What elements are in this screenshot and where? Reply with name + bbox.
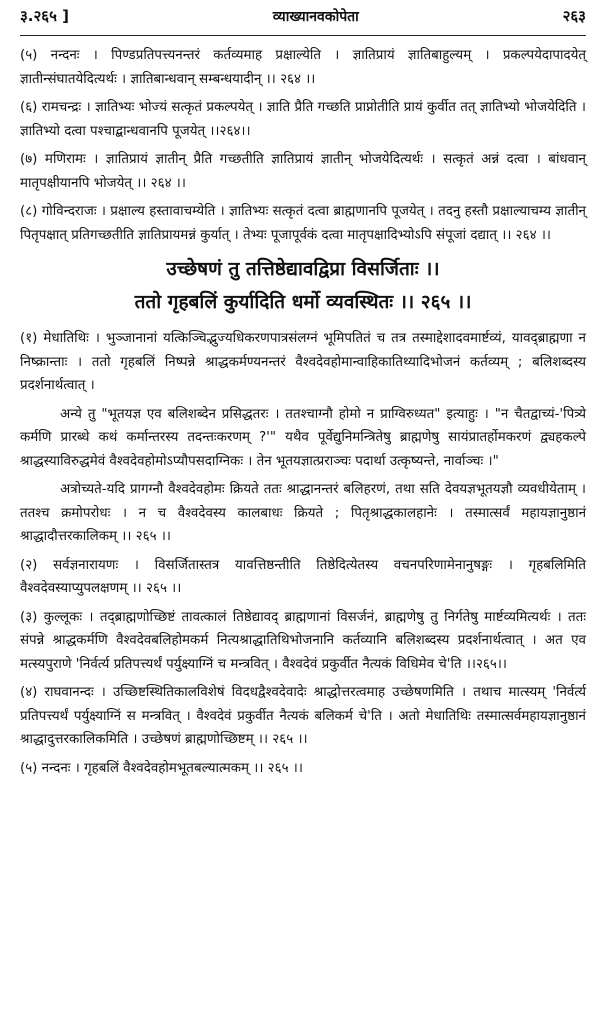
page-header	[20, 6, 586, 32]
commentary-medhatithi-265: (१) मेधातिथिः । भुञ्जानानां यत्किञ्चिद्भुज्यधिकरणपात्रसंलग्नं भूमिपतितं च तत्र तस्माद्देशादवमार्ष्टव्यं, यावद्ब्राह्मणा न निष्क्रान्ताः । ततो गृहबलिं निष्पन्ने श्राद्धकर्मण्यनन्तरं वैश्वदेवहोमान्वाहिकातिथ्यादिभोजनं कर्तव्यम् ; बलिशब्दस्य प्रदर्शनार्थत्वात् ।	[20, 331, 586, 393]
commentary-sarvajnanarayana-265: (२) सर्वज्ञनारायणः । विसर्जितास्तत्र यावत्तिष्ठन्तीति तिष्ठेदित्येतस्य वचनपरिणामेनानुषङ्गः । गृहबलिमिति वैश्वदेवस्याप्युपलक्षणम् ।। २६५ ।।	[20, 557, 586, 596]
verse-line-2: ततो गृहबलिं कुर्यादिति धर्मो व्यवस्थितः ।। २६५ ।।	[134, 291, 472, 313]
verse-265	[20, 253, 586, 319]
verse-line-1: उच्छेषणं तु तत्तिष्ठेद्यावद्विप्रा विसर्जिताः ।।	[166, 258, 440, 280]
header-title: व्याख्यानवकोपेता	[272, 9, 359, 25]
commentary-kulluka-265: (३) कुल्लूकः । तद्ब्राह्मणोच्छिष्टं तावत्कालं तिष्ठेद्यावद् ब्राह्मणानां विसर्जनं, ब्राह्मणेषु तु निर्गतेषु मार्ष्टव्यमित्यर्थः । ततः संपन्ने श्राद्धकर्मणि वैश्वदेवबलिहोमकर्म नित्यश्राद्धातिथिभोजनानि कर्तव्यानि बलिशब्दस्य प्रदर्शनार्थत्वात् । अत एव मत्स्यपुराणे 'निर्वर्त्य प्रतिपत्त्यर्थं पर्युक्ष्याग्निं च मन्त्रवित् । वैश्वदेवं प्रकुर्वीत नैत्यकं विधिमेव चे'ति ।।२६५।।	[20, 609, 586, 672]
commentary-maniram-264: (७) मणिरामः । ज्ञातिप्रायं ज्ञातीन् प्रैति गच्छतीति ज्ञातिप्रायं ज्ञातीन् भोजयेदित्यर्थः । सत्कृतं अन्नं दत्वा । बांधवान् मातृपक्षीयानपि भोजयेत् ।। २६४ ।।	[20, 152, 586, 191]
commentary-raghavananda-265: (४) राघवानन्दः । उच्छिष्टस्थितिकालविशेषं विदधद्वैश्वदेवादेः श्राद्धोत्तरत्वमाह उच्छेषणमिति । तथाच मात्स्यम् 'निर्वर्त्य प्रतिपत्त्यर्थं पर्युक्ष्याग्निं स मन्त्रवित् । वैश्वदेवं प्रकुर्वीत नैत्यकं बलिकर्म चे'ति । अतो मेधातिथिः तस्मात्सर्वमहायज्ञानुष्ठानं श्राद्धादुत्तरकालिकमिति । उच्छेषणं ब्राह्मणोच्छिष्टम् ।। २६५ ।।	[20, 685, 586, 747]
header-page-number: २६३	[562, 7, 586, 25]
commentary-nandana-264: (५) नन्दनः । पिण्डप्रतिपत्त्यनन्तरं कर्तव्यमाह प्रक्षाल्येति । ज्ञातिप्रायं ज्ञातिबाहुल्यम् । प्रकल्पयेदापादयेत् ज्ञातीन्संघातयेदित्यर्थः । ज्ञातिबान्धवान् सम्बन्धयादीन् ।। २६४ ।।	[20, 48, 586, 87]
header-rule	[20, 35, 586, 36]
commentary-anye-tu: अन्ये तु "भूतयज्ञ एव बलिशब्देन प्रसिद्धतरः । ततश्चाग्नौ होमो न प्राग्विरुध्यत" इत्याहुः । "न चैतद्वाच्यं-'पित्र्ये कर्मणि प्रारब्धे कथं कर्मान्तरस्य तदन्तःकरणम् ?'" यथैव पूर्वेद्युनिमन्त्रितेषु ब्राह्मणेषु सायंप्रातर्होमकरणं द्व्यहकल्पे श्राद्धस्याविरुद्धमेवं वैश्वदेवहोमोऽप्यौपसदाग्निकः । तेन भूतयज्ञात्प्रराञ्चः पदार्था उत्कृष्यन्ते, नार्वाञ्चः ।"	[20, 406, 586, 469]
header-verse-ref: ३.२६५ ]	[20, 7, 69, 25]
commentary-ramachandra-264: (६) रामचन्द्रः । ज्ञातिभ्यः भोज्यं सत्कृतं प्रकल्पयेत् । ज्ञाति प्रैति गच्छति प्राप्नोतीति प्रायं कुर्वीत तत् ज्ञातिभ्यो भोजयेदिति । ज्ञातिभ्यो दत्वा पश्चाद्बान्धवानपि पूजयेत् ।।२६४।।	[20, 100, 586, 139]
commentary-atrochyate: अत्रोच्यते-यदि प्रागग्नौ वैश्वदेवहोमः क्रियते ततः श्राद्धानन्तरं बलिहरणं, तथा सति देवयज्ञभूतयज्ञौ व्यवधीयेताम् । ततश्च क्रमोपरोधः । न च वैश्वदेवस्य कालबाधः क्रियते ; पितृश्राद्धकालहानेः । तस्मात्सर्वं महायज्ञानुष्ठानं श्राद्धादौत्तरकालिकम् ।। २६५ ।।	[20, 482, 586, 544]
commentary-govindaraja-264: (८) गोविन्दराजः । प्रक्षाल्य हस्तावाचम्येति । ज्ञातिभ्यः सत्कृतं दत्वा ब्राह्मणानपि पूजयेत् । तदनु हस्तौ प्रक्षाल्याचम्य ज्ञातीन् पितृपक्षात् प्रतिगच्छतीति ज्ञातिप्रायमन्नं कुर्यात् । तेभ्यः पूजापूर्वकं दत्वा मातृपक्षादिभ्योऽपि संपूजां दद्यात् ।। २६४ ।।	[20, 204, 586, 243]
commentary-nandana-265: (५) नन्दनः । गृहबलिं वैश्वदेवहोमभूतबल्यात्मकम् ।। २६५ ।।	[20, 760, 303, 776]
